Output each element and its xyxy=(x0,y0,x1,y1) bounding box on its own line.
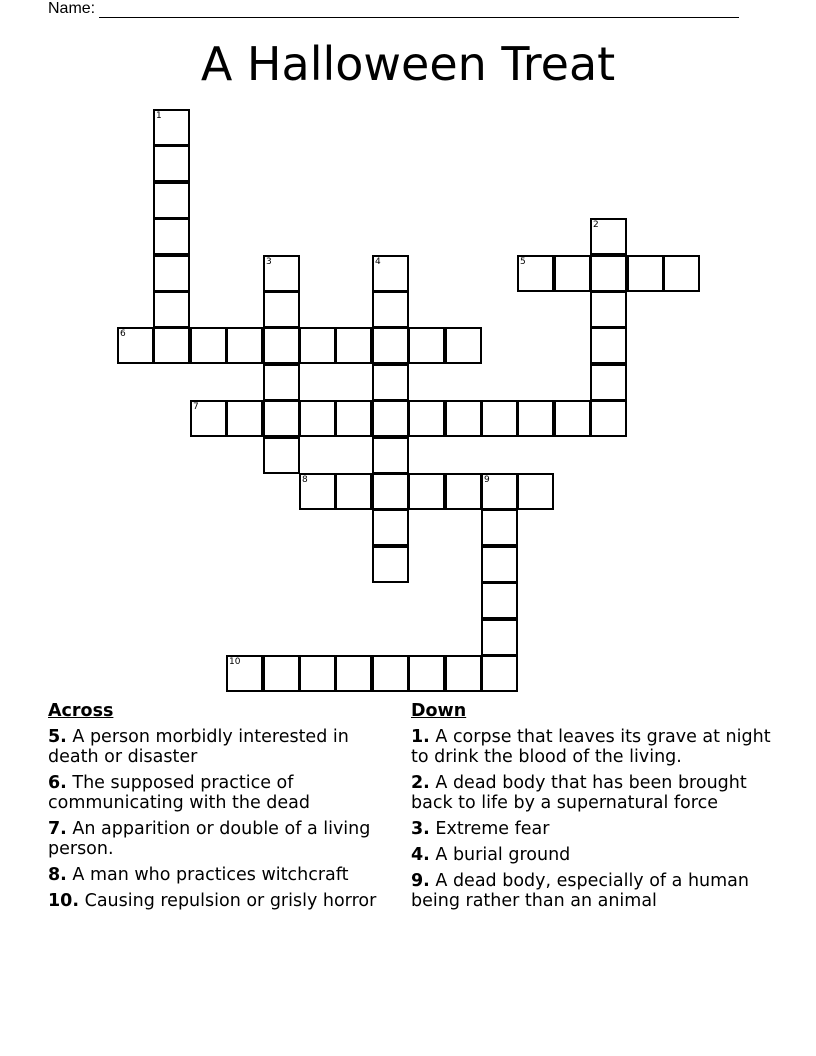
grid-cell[interactable] xyxy=(372,546,409,583)
clue-number: 10. xyxy=(48,891,80,911)
grid-cell[interactable] xyxy=(263,255,300,292)
grid-cell[interactable] xyxy=(153,109,190,146)
grid-cell[interactable] xyxy=(190,400,227,437)
grid-cell[interactable] xyxy=(190,327,227,364)
cell-number: 9 xyxy=(484,475,490,485)
grid-cell[interactable] xyxy=(335,327,372,364)
grid-cell[interactable] xyxy=(372,400,409,437)
grid-cell[interactable] xyxy=(517,473,554,510)
grid-cell[interactable] xyxy=(117,327,154,364)
grid-cell[interactable] xyxy=(372,327,409,364)
clue-text: A dead body, especially of a human being rather than an animal xyxy=(411,871,749,911)
clue-across-6 xyxy=(48,773,388,813)
grid-cell[interactable] xyxy=(372,655,409,692)
cell-number: 8 xyxy=(302,475,308,485)
grid-cell[interactable] xyxy=(590,218,627,255)
grid-cell[interactable] xyxy=(481,619,518,656)
grid-cell[interactable] xyxy=(335,473,372,510)
cell-number: 1 xyxy=(156,111,162,121)
grid-cell[interactable] xyxy=(481,655,518,692)
grid-cell[interactable] xyxy=(481,509,518,546)
grid-cell[interactable] xyxy=(590,364,627,401)
clue-text: A man who practices witchcraft xyxy=(72,865,349,885)
grid-cell[interactable] xyxy=(299,327,336,364)
clue-text: Extreme fear xyxy=(435,819,550,839)
clue-down-1 xyxy=(411,727,781,767)
grid-cell[interactable] xyxy=(263,437,300,474)
grid-cell[interactable] xyxy=(372,255,409,292)
grid-cell[interactable] xyxy=(408,655,445,692)
clue-number: 5. xyxy=(48,727,67,747)
grid-cell[interactable] xyxy=(408,400,445,437)
grid-cell[interactable] xyxy=(481,473,518,510)
clue-across-8 xyxy=(48,865,388,885)
cell-number: 3 xyxy=(266,257,272,267)
clue-text: A person morbidly interested in death or disaster xyxy=(48,727,349,767)
grid-cell[interactable] xyxy=(372,291,409,328)
grid-cell[interactable] xyxy=(517,400,554,437)
clue-text: The supposed practice of communicating with the dead xyxy=(48,773,310,813)
clue-text: An apparition or double of a living person. xyxy=(48,819,371,859)
clue-across-10 xyxy=(48,891,388,911)
clue-text: A corpse that leaves its grave at night to drink the blood of the living. xyxy=(411,727,771,767)
clue-down-9 xyxy=(411,871,781,911)
clue-number: 3. xyxy=(411,819,430,839)
cell-number: 10 xyxy=(229,657,241,667)
across-clues xyxy=(48,701,388,917)
name-line xyxy=(99,1,739,18)
cell-number: 2 xyxy=(593,220,599,230)
grid-cell[interactable] xyxy=(226,400,263,437)
grid-cell[interactable] xyxy=(663,255,700,292)
grid-cell[interactable] xyxy=(335,655,372,692)
grid-cell[interactable] xyxy=(445,400,482,437)
grid-cell[interactable] xyxy=(481,546,518,583)
down-clues xyxy=(411,701,781,917)
grid-cell[interactable] xyxy=(481,400,518,437)
grid-cell[interactable] xyxy=(263,400,300,437)
name-field xyxy=(48,0,739,18)
grid-cell[interactable] xyxy=(590,291,627,328)
cell-number: 4 xyxy=(375,257,381,267)
grid-cell[interactable] xyxy=(590,255,627,292)
cell-number: 6 xyxy=(120,329,126,339)
grid-cell[interactable] xyxy=(554,400,591,437)
grid-cell[interactable] xyxy=(445,655,482,692)
grid-cell[interactable] xyxy=(554,255,591,292)
grid-cell[interactable] xyxy=(481,582,518,619)
grid-cell[interactable] xyxy=(299,400,336,437)
grid-cell[interactable] xyxy=(263,327,300,364)
clue-down-3 xyxy=(411,819,781,839)
clue-text: Causing repulsion or grisly horror xyxy=(84,891,377,911)
grid-cell[interactable] xyxy=(153,145,190,182)
clue-across-5 xyxy=(48,727,388,767)
grid-cell[interactable] xyxy=(372,437,409,474)
grid-cell[interactable] xyxy=(335,400,372,437)
grid-cell[interactable] xyxy=(372,509,409,546)
grid-cell[interactable] xyxy=(153,327,190,364)
down-heading: Down xyxy=(411,701,467,721)
grid-cell[interactable] xyxy=(408,327,445,364)
clue-text: A burial ground xyxy=(435,845,571,865)
grid-cell[interactable] xyxy=(263,655,300,692)
cell-number: 7 xyxy=(193,402,199,412)
grid-cell[interactable] xyxy=(153,291,190,328)
grid-cell[interactable] xyxy=(517,255,554,292)
grid-cell[interactable] xyxy=(153,182,190,219)
clue-text: A dead body that has been brought back to life by a supernatural force xyxy=(411,773,747,813)
clue-number: 2. xyxy=(411,773,430,793)
clue-number: 8. xyxy=(48,865,67,885)
grid-cell[interactable] xyxy=(263,364,300,401)
grid-cell[interactable] xyxy=(445,473,482,510)
grid-cell[interactable] xyxy=(590,400,627,437)
grid-cell[interactable] xyxy=(590,327,627,364)
name-label: Name: xyxy=(48,0,96,17)
grid-cell[interactable] xyxy=(226,655,263,692)
grid-cell[interactable] xyxy=(299,655,336,692)
clue-number: 9. xyxy=(411,871,430,891)
grid-cell[interactable] xyxy=(372,364,409,401)
cell-number: 5 xyxy=(520,257,526,267)
grid-cell[interactable] xyxy=(408,473,445,510)
clue-across-7 xyxy=(48,819,388,859)
clue-number: 4. xyxy=(411,845,430,865)
grid-cell[interactable] xyxy=(153,255,190,292)
clue-down-4 xyxy=(411,845,781,865)
grid-cell[interactable] xyxy=(153,218,190,255)
grid-cell[interactable] xyxy=(372,473,409,510)
grid-cell[interactable] xyxy=(445,327,482,364)
clue-number: 7. xyxy=(48,819,67,839)
page-title: A Halloween Treat xyxy=(200,37,616,91)
grid-cell[interactable] xyxy=(263,291,300,328)
across-heading: Across xyxy=(48,701,114,721)
grid-cell[interactable] xyxy=(299,473,336,510)
clue-number: 6. xyxy=(48,773,67,793)
clue-down-2 xyxy=(411,773,781,813)
grid-cell[interactable] xyxy=(627,255,664,292)
clue-number: 1. xyxy=(411,727,430,747)
grid-cell[interactable] xyxy=(226,327,263,364)
